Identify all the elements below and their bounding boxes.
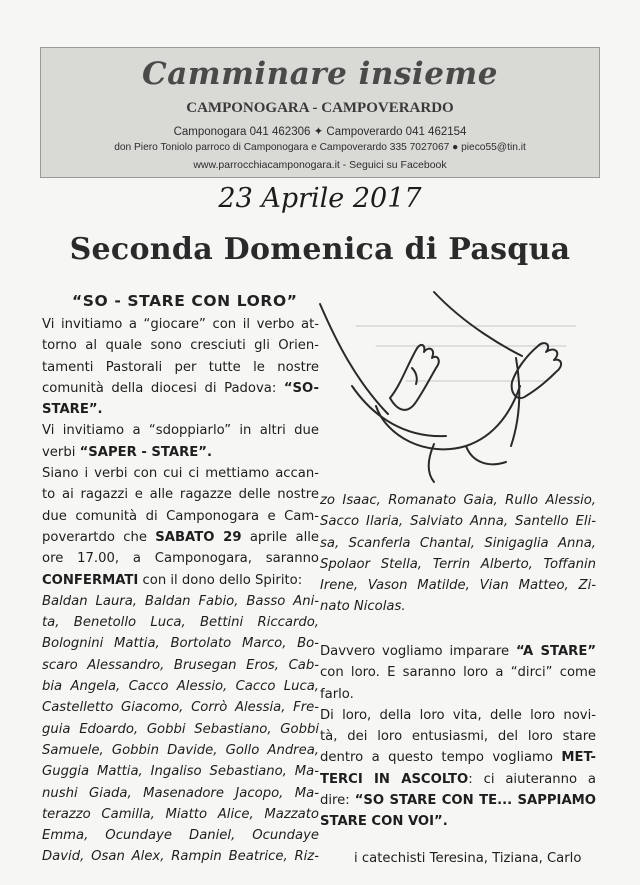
text-line xyxy=(320,811,596,832)
names-line: nushi Giada, Masenadore Jacopo, Ma- xyxy=(42,785,319,801)
left-column xyxy=(42,314,319,868)
names-line: David, Osan Alex, Rampin Beatrice, Riz- xyxy=(42,849,319,865)
article-title: “SO - STARE CON LORO” xyxy=(72,292,298,310)
catechists-signature: i catechisti Teresina, Tiziana, Carlo xyxy=(354,851,582,866)
text-line xyxy=(42,378,319,399)
text-run-bold: “SO- xyxy=(283,380,319,396)
masthead-box xyxy=(40,47,600,178)
text-line: tà, dei loro entusiasmi, del loro stare xyxy=(320,729,596,745)
text-run-bold: MET- xyxy=(561,750,596,766)
left-hand xyxy=(390,345,439,410)
text-line: torno al quale sono cresciuti gli Orien- xyxy=(42,338,319,354)
text-line: Vi invitiamo a “giocare” con il verbo at- xyxy=(42,317,319,332)
parish-priest-contact: don Piero Toniolo parroco di Camponogara e Campoverardo 335 7027067 ● pieco55@tin.it xyxy=(114,142,526,153)
body-curve xyxy=(352,386,446,436)
text-line xyxy=(320,747,596,768)
left-arm-line xyxy=(320,304,388,414)
names-line: bia Angela, Cacco Alessio, Cacco Luca, xyxy=(42,679,319,695)
parishes-subtitle: CAMPONOGARA - CAMPOVERARDO xyxy=(186,100,454,116)
bowl-curve xyxy=(376,386,520,449)
text-run: con il dono dello Spirito: xyxy=(138,572,303,588)
text-run: dentro a questo tempo vogliamo xyxy=(320,750,562,766)
text-run: dire: xyxy=(320,793,355,809)
text-run-bold: “SO STARE CON TE... SAPPIAMO xyxy=(354,793,596,809)
text-run-bold: “A STARE” xyxy=(516,644,596,659)
names-line: Baldan Laura, Baldan Fabio, Basso Ani- xyxy=(42,593,319,609)
ascolto-paragraph xyxy=(320,705,596,833)
sdoppiarlo-paragraph xyxy=(42,420,319,463)
phone-numbers: Camponogara 041 462306 ✦ Campoverardo 041 462154 xyxy=(173,126,467,138)
text-line: Di loro, della loro vita, delle loro novi- xyxy=(320,707,596,723)
left-hand-crease xyxy=(412,368,417,384)
page-headline: Seconda Domenica di Pasqua xyxy=(69,232,571,267)
names-line: Bolognini Mattia, Bortolato Marco, Bo- xyxy=(42,636,319,652)
right-forearm-line xyxy=(511,358,519,446)
raised-hands-icon xyxy=(316,286,612,486)
text-line: ore 17.00, a Camponogara, saranno xyxy=(42,551,319,567)
imparare-paragraph xyxy=(320,641,596,705)
text-run: poverartdo che xyxy=(42,529,156,545)
text-line: farlo. xyxy=(320,686,354,702)
names-line: Spolaor Stella, Terrin Alberto, Toffanin xyxy=(320,556,596,572)
text-line: con loro. E saranno loro a “dirci” come xyxy=(320,665,596,681)
text-run: Davvero vogliamo imparare xyxy=(320,644,517,659)
names-line: Irene, Vason Matilde, Vian Matteo, Zi- xyxy=(320,578,596,594)
names-line: Emma, Ocundaye Daniel, Ocundaye xyxy=(42,828,319,844)
names-line: nato Nicolas. xyxy=(320,599,406,615)
confirmation-paragraph xyxy=(42,463,319,591)
text-line: due comunità di Camponogara e Cam- xyxy=(42,508,319,524)
text-run-bold: CONFERMATI xyxy=(42,572,139,588)
bulletin-title: Camminare insieme xyxy=(142,56,498,92)
names-line: guia Edoardo, Gobbi Sebastiano, Gobbi xyxy=(42,721,319,737)
text-line xyxy=(320,769,596,790)
names-line: scaro Alessandro, Brusegan Eros, Cab- xyxy=(42,657,319,673)
confirmands-list-part2 xyxy=(320,490,596,618)
names-line: Sacco Ilaria, Salviato Anna, Santello Eli- xyxy=(320,514,596,530)
names-line: Samuele, Gobbin Davide, Gollo Andrea, xyxy=(42,742,319,758)
text-line: to ai ragazzi e alle ragazze delle nostre xyxy=(42,487,319,503)
text-run-bold: STARE CON VOI”. xyxy=(320,814,448,830)
names-line: sa, Scanferla Chantal, Sinigaglia Anna, xyxy=(320,535,596,551)
text-line xyxy=(42,527,319,548)
confirmands-list-part1 xyxy=(42,591,319,868)
names-line: terazzo Camilla, Miatto Alice, Mazzato xyxy=(42,806,319,822)
issue-date: 23 Aprile 2017 xyxy=(218,183,422,214)
text-run: aprile alle xyxy=(241,529,320,545)
right-column-text xyxy=(320,641,596,833)
text-run-bold: SABATO 29 xyxy=(155,529,242,545)
text-run: comunità della diocesi di Padova: xyxy=(42,380,284,396)
text-run: verbi xyxy=(42,444,80,460)
text-line: Vi invitiamo a “sdoppiarlo” in altri due xyxy=(42,423,319,439)
text-run-bold: STARE”. xyxy=(42,402,103,418)
text-run-bold: “SAPER - STARE”. xyxy=(79,444,212,460)
text-run-bold: TERCI IN ASCOLTO xyxy=(320,771,469,787)
names-line: Castelletto Giacomo, Corrò Alessia, Fre- xyxy=(42,700,319,716)
website-line: www.parrocchiacamponogara.it - Seguici su Facebook xyxy=(193,159,447,171)
text-line: tamenti Pastorali per tutte le nostre xyxy=(42,359,319,375)
names-line: zo Isaac, Romanato Gaia, Rullo Alessio, xyxy=(320,493,596,508)
text-line: Siano i verbi con cui ci mettiamo accan- xyxy=(42,466,319,482)
intro-paragraph xyxy=(42,314,319,420)
text-line xyxy=(42,570,319,591)
text-line xyxy=(320,641,596,662)
text-line xyxy=(320,790,596,811)
lower-right-stroke xyxy=(466,446,506,464)
sketch-guide-lines xyxy=(356,326,576,381)
names-line: Guggia Mattia, Ingaliso Sebastiano, Ma- xyxy=(42,764,319,780)
names-line: ta, Benetollo Luca, Bettini Riccardo, xyxy=(42,615,319,631)
text-line xyxy=(42,399,319,420)
text-line xyxy=(42,442,319,463)
text-run: : ci aiuteranno a xyxy=(468,771,596,787)
